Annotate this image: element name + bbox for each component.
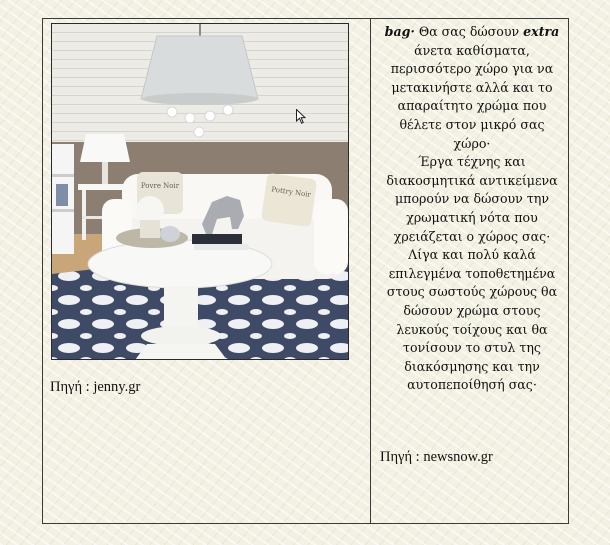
article-text [380, 23, 564, 395]
paragraph-bag-text-1: Θα σας δώσουν [414, 24, 524, 39]
paragraph-bag [380, 23, 564, 153]
mouse-pointer-icon [296, 109, 306, 125]
living-room-photo [51, 23, 349, 360]
content-table [42, 18, 569, 524]
paragraph-art: Έργα τέχνης και διακοσμητικά αντικείμενα μπορούν να δώσουν την χρωματική νότα που χρειάζεται ο χώρος σας· Λίγα και πολύ καλά επιλεγμένα τοποθετημένα στους σωστούς χώρους θα δώσουν χρώμα στους λευκούς τοίχους και θα τονίσουν το στυλ της διακόσμησης και την αυτοπεποίθησή σας· [386, 154, 558, 393]
pillow-right [261, 173, 317, 227]
column-divider [370, 19, 371, 523]
svg-text:Pottry Noir: Pottry Noir [270, 185, 312, 199]
image-cell [43, 19, 370, 523]
ceiling-lamp-shade [141, 36, 258, 99]
table-lamp [80, 134, 130, 162]
living-room-image [52, 24, 349, 360]
svg-text:Povre Noir: Povre Noir [140, 182, 180, 190]
emphasis-extra: extra [523, 24, 560, 39]
paragraph-bag-text-2: άνετα καθίσματα, περισσότερο χώρο για να μετακινήστε αλλά και το απαραίτητο χρώμα που θέλετε στον μικρό σας χώρο· [390, 42, 554, 151]
text-source-newsnow: Πηγή : newsnow.gr [380, 449, 493, 465]
image-source-jenny: Πηγή : jenny.gr [50, 379, 141, 395]
emphasis-bag: bag· [384, 24, 415, 39]
